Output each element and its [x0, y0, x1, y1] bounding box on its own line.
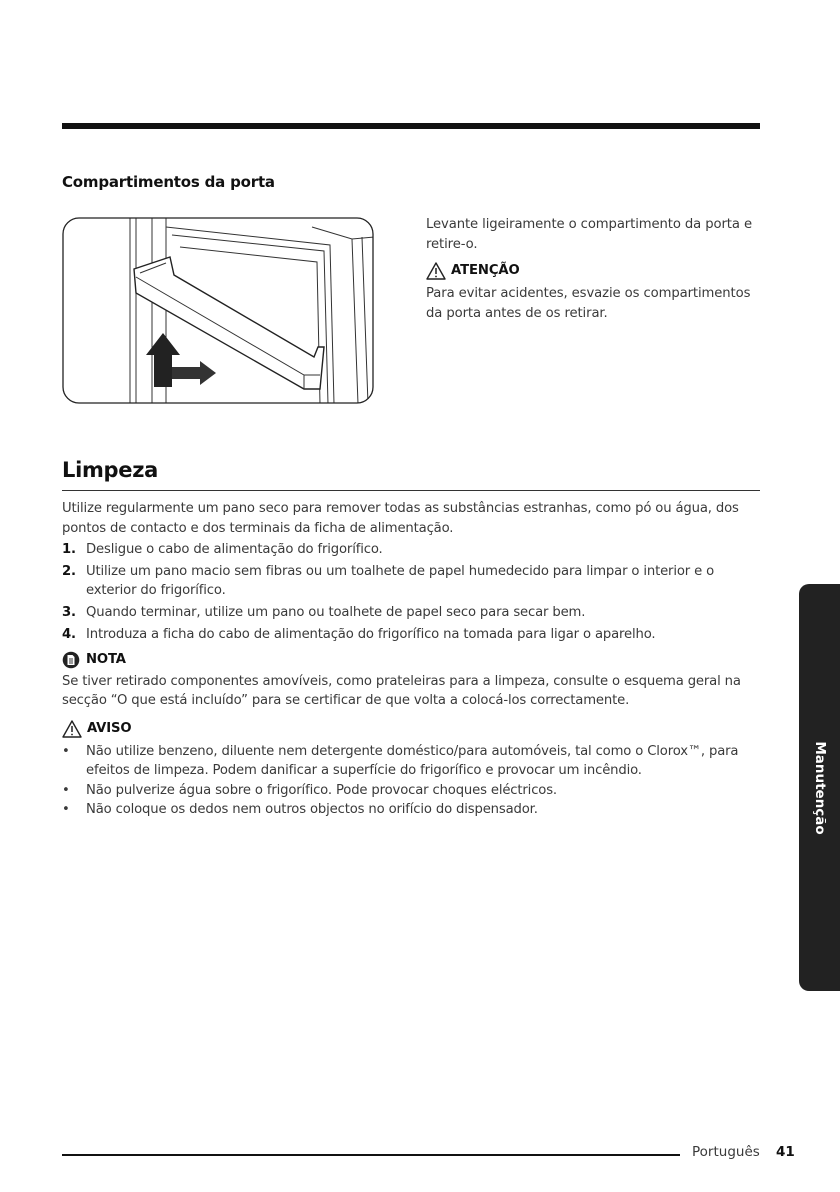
warning-label: AVISO	[87, 720, 132, 736]
note-text: Se tiver retirado componentes amovíveis, como prateleiras para a limpeza, consulte o esquema geral na secção “O que está incluído” para se certificar de que volta a colocá-los correctamente.	[62, 673, 741, 709]
cleaning-steps	[62, 540, 752, 644]
note-label: NOTA	[86, 652, 126, 668]
step-text: Quando terminar, utilize um pano ou toalhete de papel seco para secar bem.	[86, 604, 586, 620]
note-label-row	[62, 650, 752, 670]
warning-triangle-icon	[62, 720, 82, 738]
page-number: 41	[776, 1144, 795, 1160]
warning-triangle-icon	[426, 262, 446, 280]
note-icon	[62, 651, 80, 669]
step-item	[62, 540, 752, 560]
warning-item	[62, 742, 752, 781]
section-rule	[62, 490, 760, 491]
bullet: •	[62, 802, 70, 818]
bullet: •	[62, 782, 70, 798]
bullet: •	[62, 743, 70, 759]
warning-label-row	[62, 719, 752, 739]
cleaning-intro: Utilize regularmente um pano seco para remover todas as substâncias estranhas, como pó ou água, dos pontos de contacto e dos terminais da ficha de alimentação.	[62, 501, 739, 536]
step-text: Utilize um pano macio sem fibras ou um toalhete de papel humedecido para limpar o interior e o exterior do frigorífico.	[86, 563, 714, 599]
cleaning-heading: Limpeza	[62, 458, 159, 482]
chapter-side-tab	[799, 584, 840, 991]
step-number: 3.	[62, 604, 76, 620]
warning-text: Não pulverize água sobre o frigorífico. Pode provocar choques eléctricos.	[86, 782, 557, 798]
cleaning-body	[62, 499, 752, 820]
caution-label: ATENÇÃO	[451, 263, 520, 278]
warning-item	[62, 781, 752, 801]
step-text: Desligue o cabo de alimentação do frigorífico.	[86, 542, 383, 558]
warning-text: Não coloque os dedos nem outros objectos no orifício do dispensador.	[86, 802, 538, 818]
chapter-tab-label: Manutenção	[811, 740, 828, 835]
top-rule	[62, 123, 760, 129]
step-item	[62, 603, 752, 623]
door-bins-instruction: Levante ligeiramente o compartimento da porta e retire-o.	[426, 217, 752, 252]
caution-label-row	[426, 261, 766, 281]
step-number: 4.	[62, 626, 76, 642]
warning-item	[62, 800, 752, 820]
step-item	[62, 625, 752, 645]
door-bins-text	[426, 215, 766, 324]
step-text: Introduza a ficha do cabo de alimentação do frigorífico na tomada para ligar o aparelho.	[86, 626, 656, 642]
warning-list	[62, 742, 752, 820]
step-item	[62, 562, 752, 601]
warning-text: Não utilize benzeno, diluente nem detergente doméstico/para automóveis, tal como o Clorox™, para efeitos de limpeza. Podem danificar a superfície do frigorífico e provocar um incêndio.	[86, 743, 739, 779]
caution-text: Para evitar acidentes, esvazie os compartimentos da porta antes de os retirar.	[426, 286, 751, 321]
footer-language: Português	[692, 1144, 760, 1160]
footer-rule	[62, 1154, 680, 1156]
step-number: 2.	[62, 563, 76, 579]
door-bins-heading: Compartimentos da porta	[62, 173, 275, 191]
step-number: 1.	[62, 542, 76, 558]
door-bin-illustration	[62, 217, 374, 404]
